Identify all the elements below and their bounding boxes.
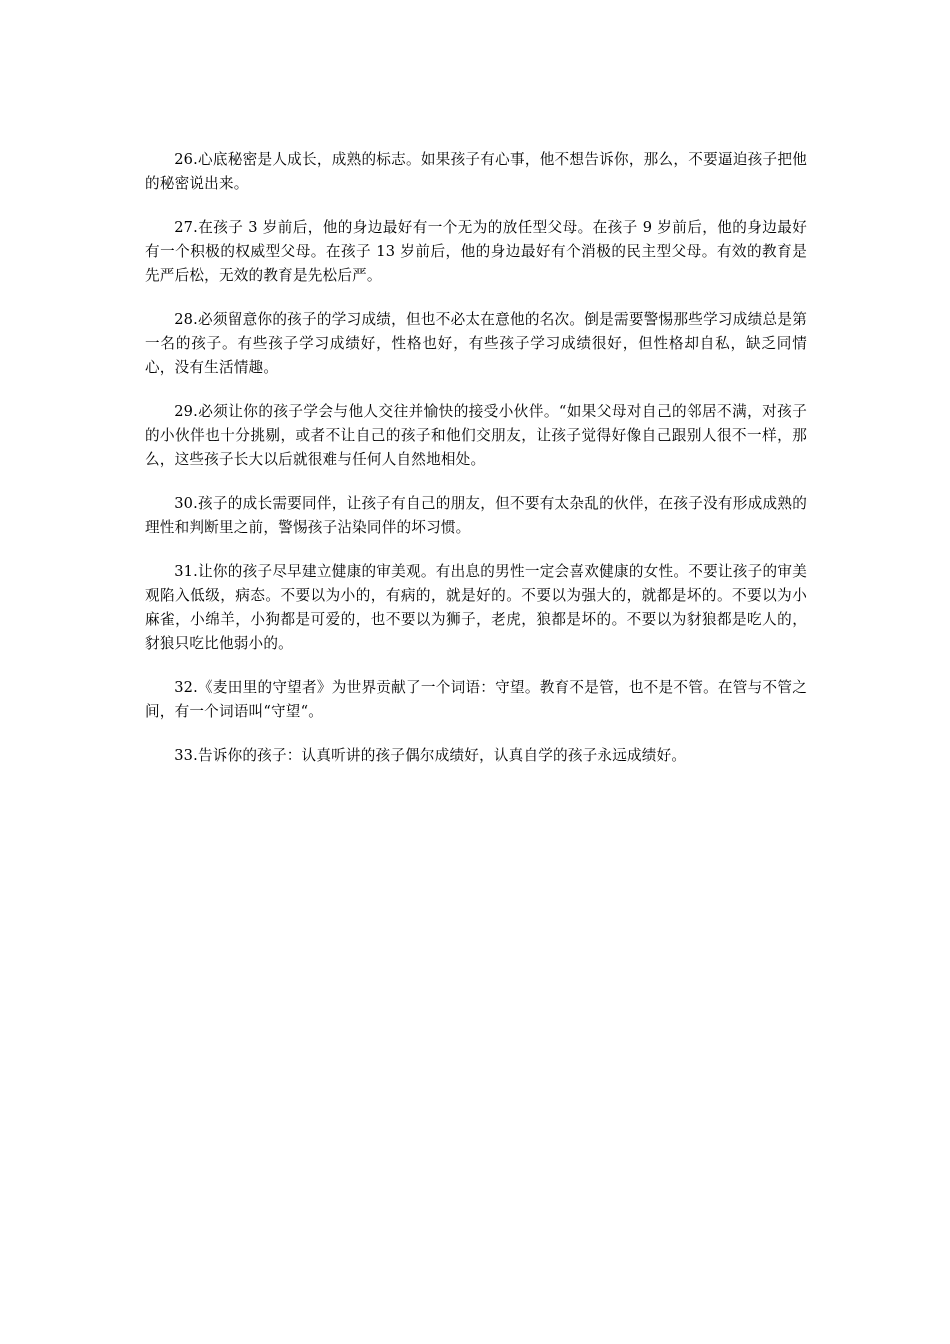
paragraph-32: 32.《麦田里的守望者》为世界贡献了一个词语：守望。教育不是管，也不是不管。在管与不管之间，有一个词语叫“守望“。: [145, 679, 807, 720]
paragraph-30: 30.孩子的成长需要同伴，让孩子有自己的朋友，但不要有太杂乱的伙伴，在孩子没有形成成熟的理性和判断里之前，警惕孩子沾染同伴的坏习惯。: [145, 495, 807, 536]
paragraph-28: 28.必须留意你的孩子的学习成绩，但也不必太在意他的名次。倒是需要警惕那些学习成绩总是第一名的孩子。有些孩子学习成绩好，性格也好，有些孩子学习成绩很好，但性格却自私，缺乏同情心，没有生活情趣。: [145, 311, 807, 376]
paragraph-27: 27.在孩子 3 岁前后，他的身边最好有一个无为的放任型父母。在孩子 9 岁前后，他的身边最好有一个积极的权威型父母。在孩子 13 岁前后，他的身边最好有个消极的民主型父母。有效的教育是先严后松，无效的教育是先松后严。: [145, 219, 807, 284]
paragraph-29: 29.必须让你的孩子学会与他人交往并愉快的接受小伙伴。“如果父母对自己的邻居不满，对孩子的小伙伴也十分挑剔，或者不让自己的孩子和他们交朋友，让孩子觉得好像自己跟别人很不一样，那么，这些孩子长大以后就很难与任何人自然地相处。: [145, 403, 807, 468]
paragraph-33: 33.告诉你的孩子：认真听讲的孩子偶尔成绩好，认真自学的孩子永远成绩好。: [174, 747, 687, 764]
paragraph-31: 31.让你的孩子尽早建立健康的审美观。有出息的男性一定会喜欢健康的女性。不要让孩子的审美观陷入低级，病态。不要以为小的，有病的，就是好的。不要以为强大的，就都是坏的。不要以为小麻雀，小绵羊，小狗都是可爱的，也不要以为狮子，老虎，狼都是坏的。不要以为豺狼都是吃人的，豺狼只吃比他弱小的。: [145, 563, 807, 652]
paragraph-26: 26.心底秘密是人成长，成熟的标志。如果孩子有心事，他不想告诉你，那么，不要逼迫孩子把他的秘密说出来。: [145, 151, 807, 192]
document-body: [145, 148, 807, 788]
